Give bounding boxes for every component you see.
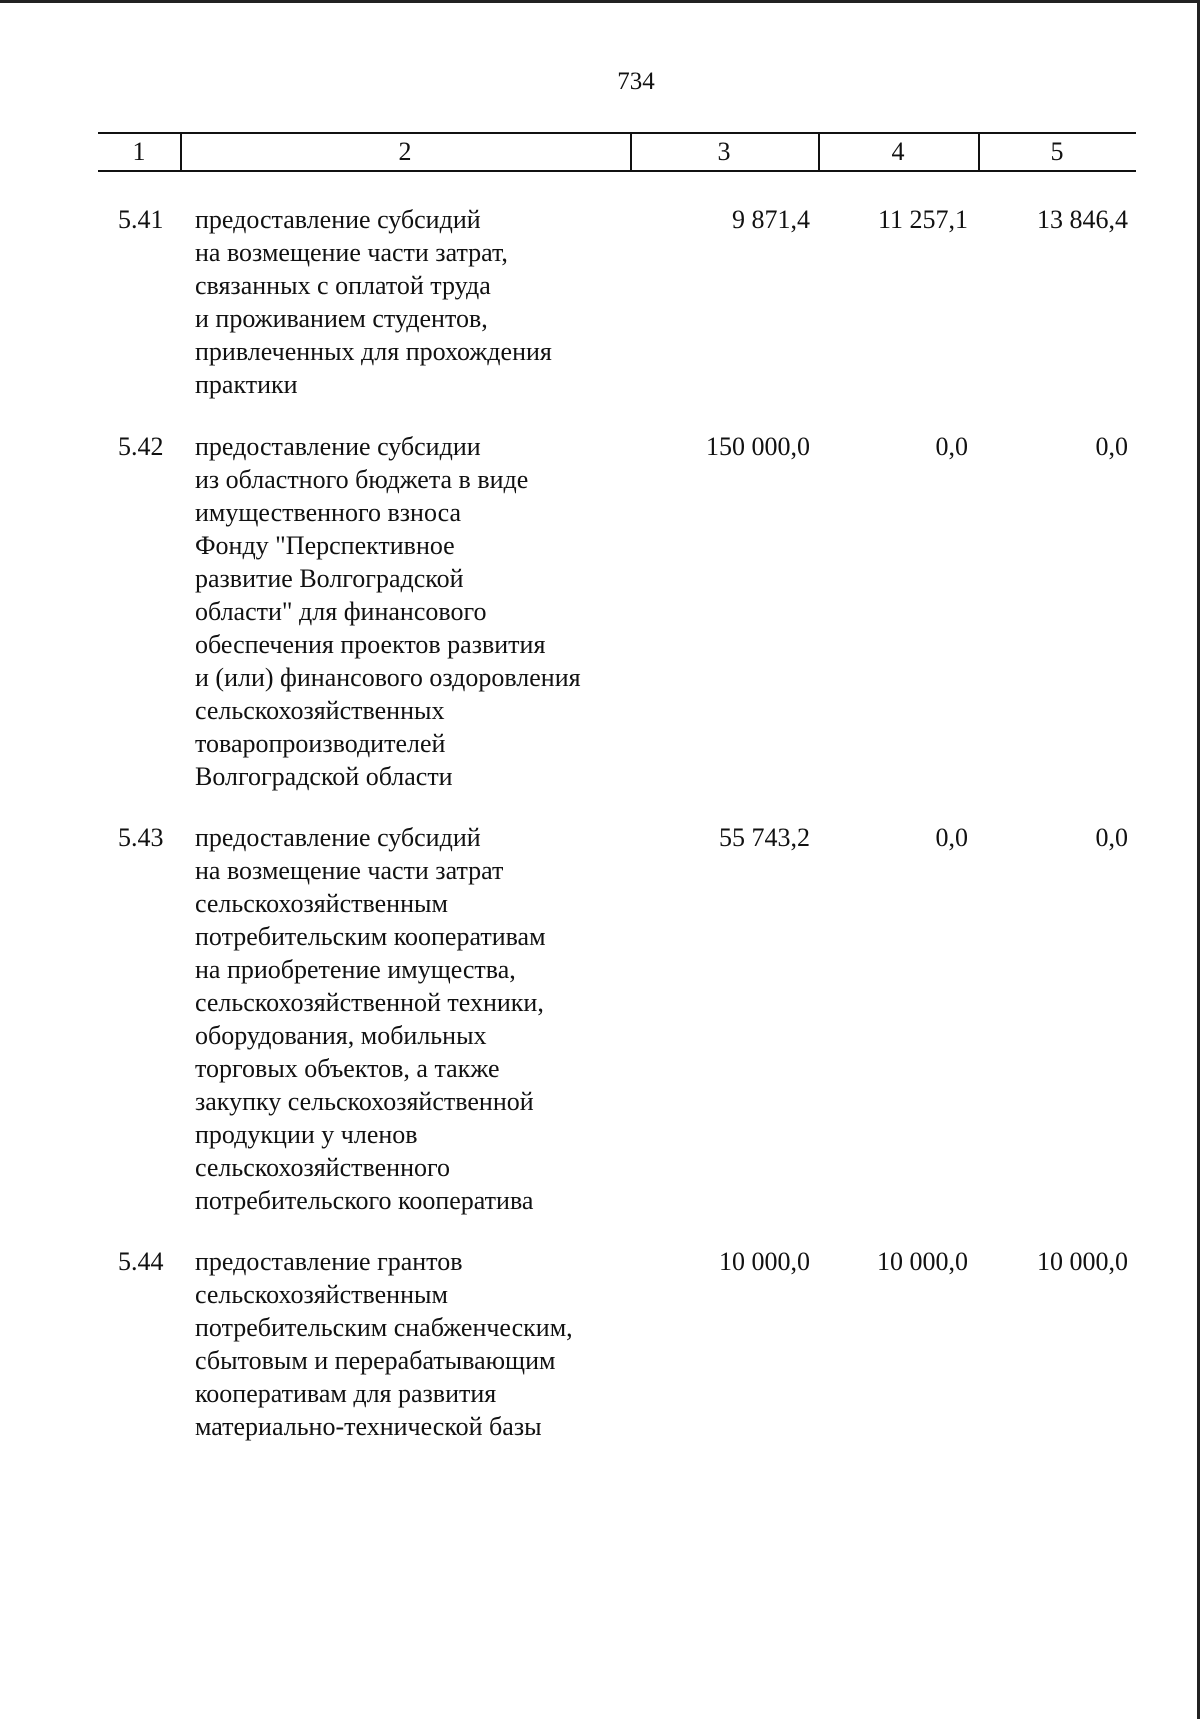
header-col-3: 3 [717, 137, 731, 166]
row-value-col-4: 0,0 [935, 823, 968, 852]
row-value-col-3: 55 743,2 [719, 823, 810, 852]
row-number: 5.42 [118, 432, 164, 461]
row-value-col-4: 11 257,1 [877, 205, 968, 234]
row-value-col-3: 10 000,0 [719, 1247, 810, 1276]
row-value-col-5: 0,0 [1095, 823, 1128, 852]
row-number: 5.41 [118, 205, 164, 234]
row-value-col-3: 9 871,4 [732, 205, 810, 234]
header-divider [978, 134, 980, 170]
header-col-2: 2 [398, 137, 412, 166]
row-number: 5.43 [118, 823, 164, 852]
row-number: 5.44 [118, 1247, 164, 1276]
header-divider [630, 134, 632, 170]
header-col-4: 4 [891, 137, 905, 166]
row-value-col-5: 10 000,0 [1037, 1247, 1128, 1276]
scan-border-top [0, 0, 1200, 3]
table-header [98, 132, 1136, 172]
row-value-col-5: 13 846,4 [1037, 205, 1128, 234]
row-description: предоставление субсидий на возмещение части затрат сельскохозяйственным потребительским кооперативам на приобретение имущества, сельскохозяйственной техники, оборудования, мобильных торговых объектов, а также закупку сельскохозяйственной продукции у членов сельскохозяйственного потребительского кооператива [195, 823, 546, 1215]
row-description: предоставление субсидий на возмещение части затрат, связанных с оплатой труда и проживанием студентов, привлеченных для прохождения практики [195, 205, 552, 399]
row-value-col-5: 0,0 [1095, 432, 1128, 461]
header-col-1: 1 [132, 137, 146, 166]
page-number: 734 [617, 68, 655, 95]
row-value-col-4: 0,0 [935, 432, 968, 461]
row-description: предоставление грантов сельскохозяйственным потребительским снабженческим, сбытовым и перерабатывающим кооперативам для развития материально-технической базы [195, 1247, 573, 1441]
row-value-col-3: 150 000,0 [706, 432, 810, 461]
row-value-col-4: 10 000,0 [877, 1247, 968, 1276]
header-col-5: 5 [1050, 137, 1064, 166]
header-divider [818, 134, 820, 170]
header-divider [180, 134, 182, 170]
row-description: предоставление субсидии из областного бюджета в виде имущественного взноса Фонду "Перспективное развитие Волгоградской области" для финансового обеспечения проектов развития и (или) финансового оздоровления сельскохозяйственных товаропроизводителей Волгоградской области [195, 432, 581, 791]
